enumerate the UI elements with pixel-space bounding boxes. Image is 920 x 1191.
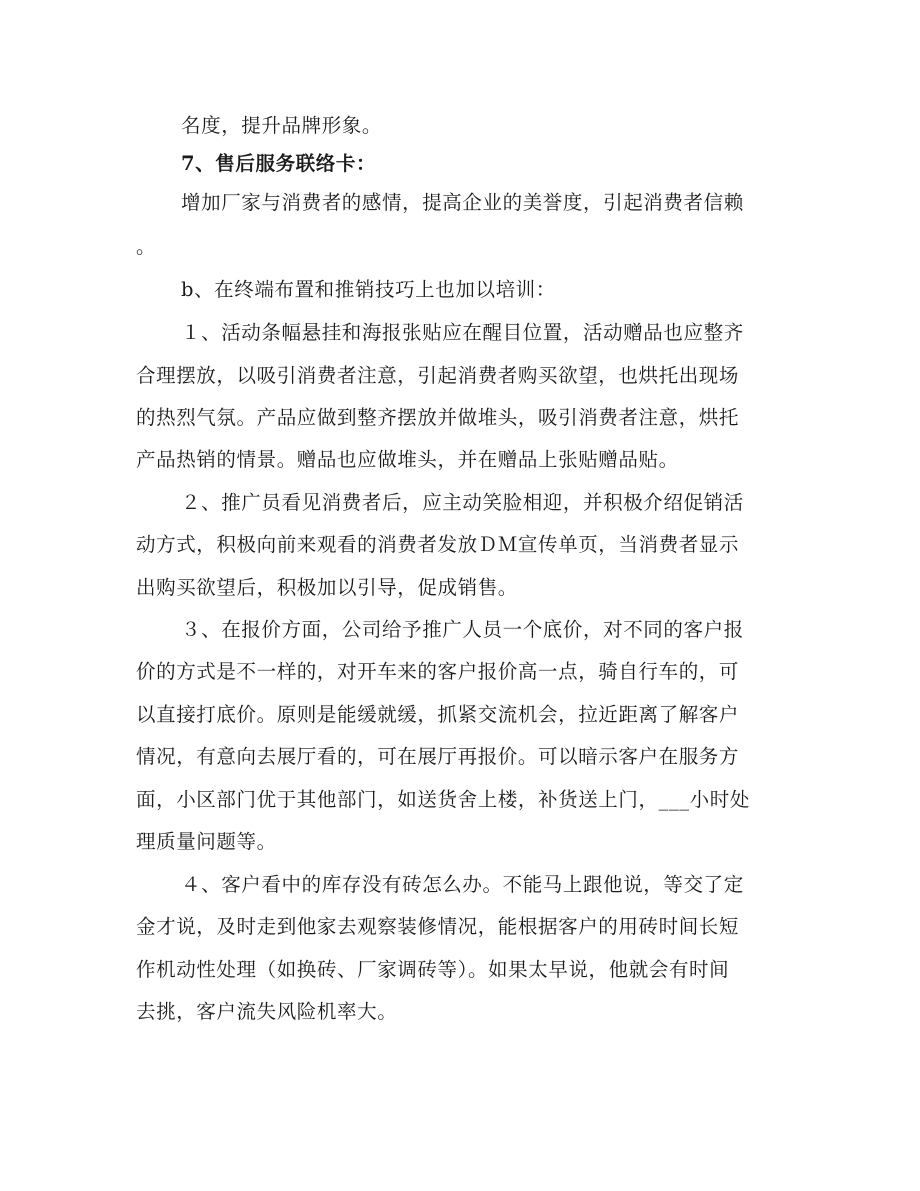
text-line: 金才说，及时走到他家去观察装修情况，能根据客户的用砖时间长短 — [136, 915, 740, 938]
text-line: 以直接打底价。原则是能缓就缓，抓紧交流机会，拉近距离了解客户 — [136, 703, 740, 726]
text-line: 的热烈气氛。产品应做到整齐摆放并做堆头，吸引消费者注意，烘托 — [136, 406, 740, 429]
text-line: 作机动性处理（如换砖、厂家调砖等）。如果太早说，他就会有时间 — [136, 958, 730, 981]
text-line: ４、客户看中的库存没有砖怎么办。不能马上跟他说，等交了定 — [181, 873, 744, 896]
text-line: ３、在报价方面，公司给予推广人员一个底价，对不同的客户报 — [181, 618, 744, 641]
text-line: 去挑，客户流失风险机率大。 — [136, 1000, 398, 1023]
text-line: 理质量问题等。 — [136, 830, 277, 853]
text-line: 增加厂家与消费者的感情，提高企业的美誉度，引起消费者信赖 — [181, 191, 744, 214]
text-line: 产品热销的情景。赠品也应做堆头，并在赠品上张贴赠品贴。 — [136, 448, 679, 471]
text-line: 。 — [136, 235, 157, 258]
text-line: 合理摆放，以吸引消费者注意，引起消费者购买欲望，也烘托出现场 — [136, 364, 740, 387]
text-line: 情况，有意向去展厅看的，可在展厅再报价。可以暗示客户在服务方 — [136, 745, 740, 768]
text-line: ２、推广员看见消费者后，应主动笑脸相迎，并积极介绍促销活 — [181, 491, 744, 514]
section-heading: 7、售后服务联络卡： — [181, 152, 377, 175]
text-line: 面，小区部门优于其他部门，如送货舍上楼，补货送上门，___小时处 — [136, 788, 750, 811]
text-line: 出购买欲望后，积极加以引导，促成销售。 — [136, 576, 518, 599]
text-line: b、在终端布置和推销技巧上也加以培训： — [181, 278, 556, 301]
text-line: 名度，提升品牌形象。 — [181, 114, 383, 137]
text-line: 动方式，积极向前来观看的消费者发放ＤＭ宣传单页，当消费者显示 — [136, 533, 740, 556]
text-line: 价的方式是不一样的，对开车来的客户报价高一点，骑自行车的，可 — [136, 660, 740, 683]
text-line: １、活动条幅悬挂和海报张贴应在醒目位置，活动赠品也应整齐 — [181, 321, 744, 344]
